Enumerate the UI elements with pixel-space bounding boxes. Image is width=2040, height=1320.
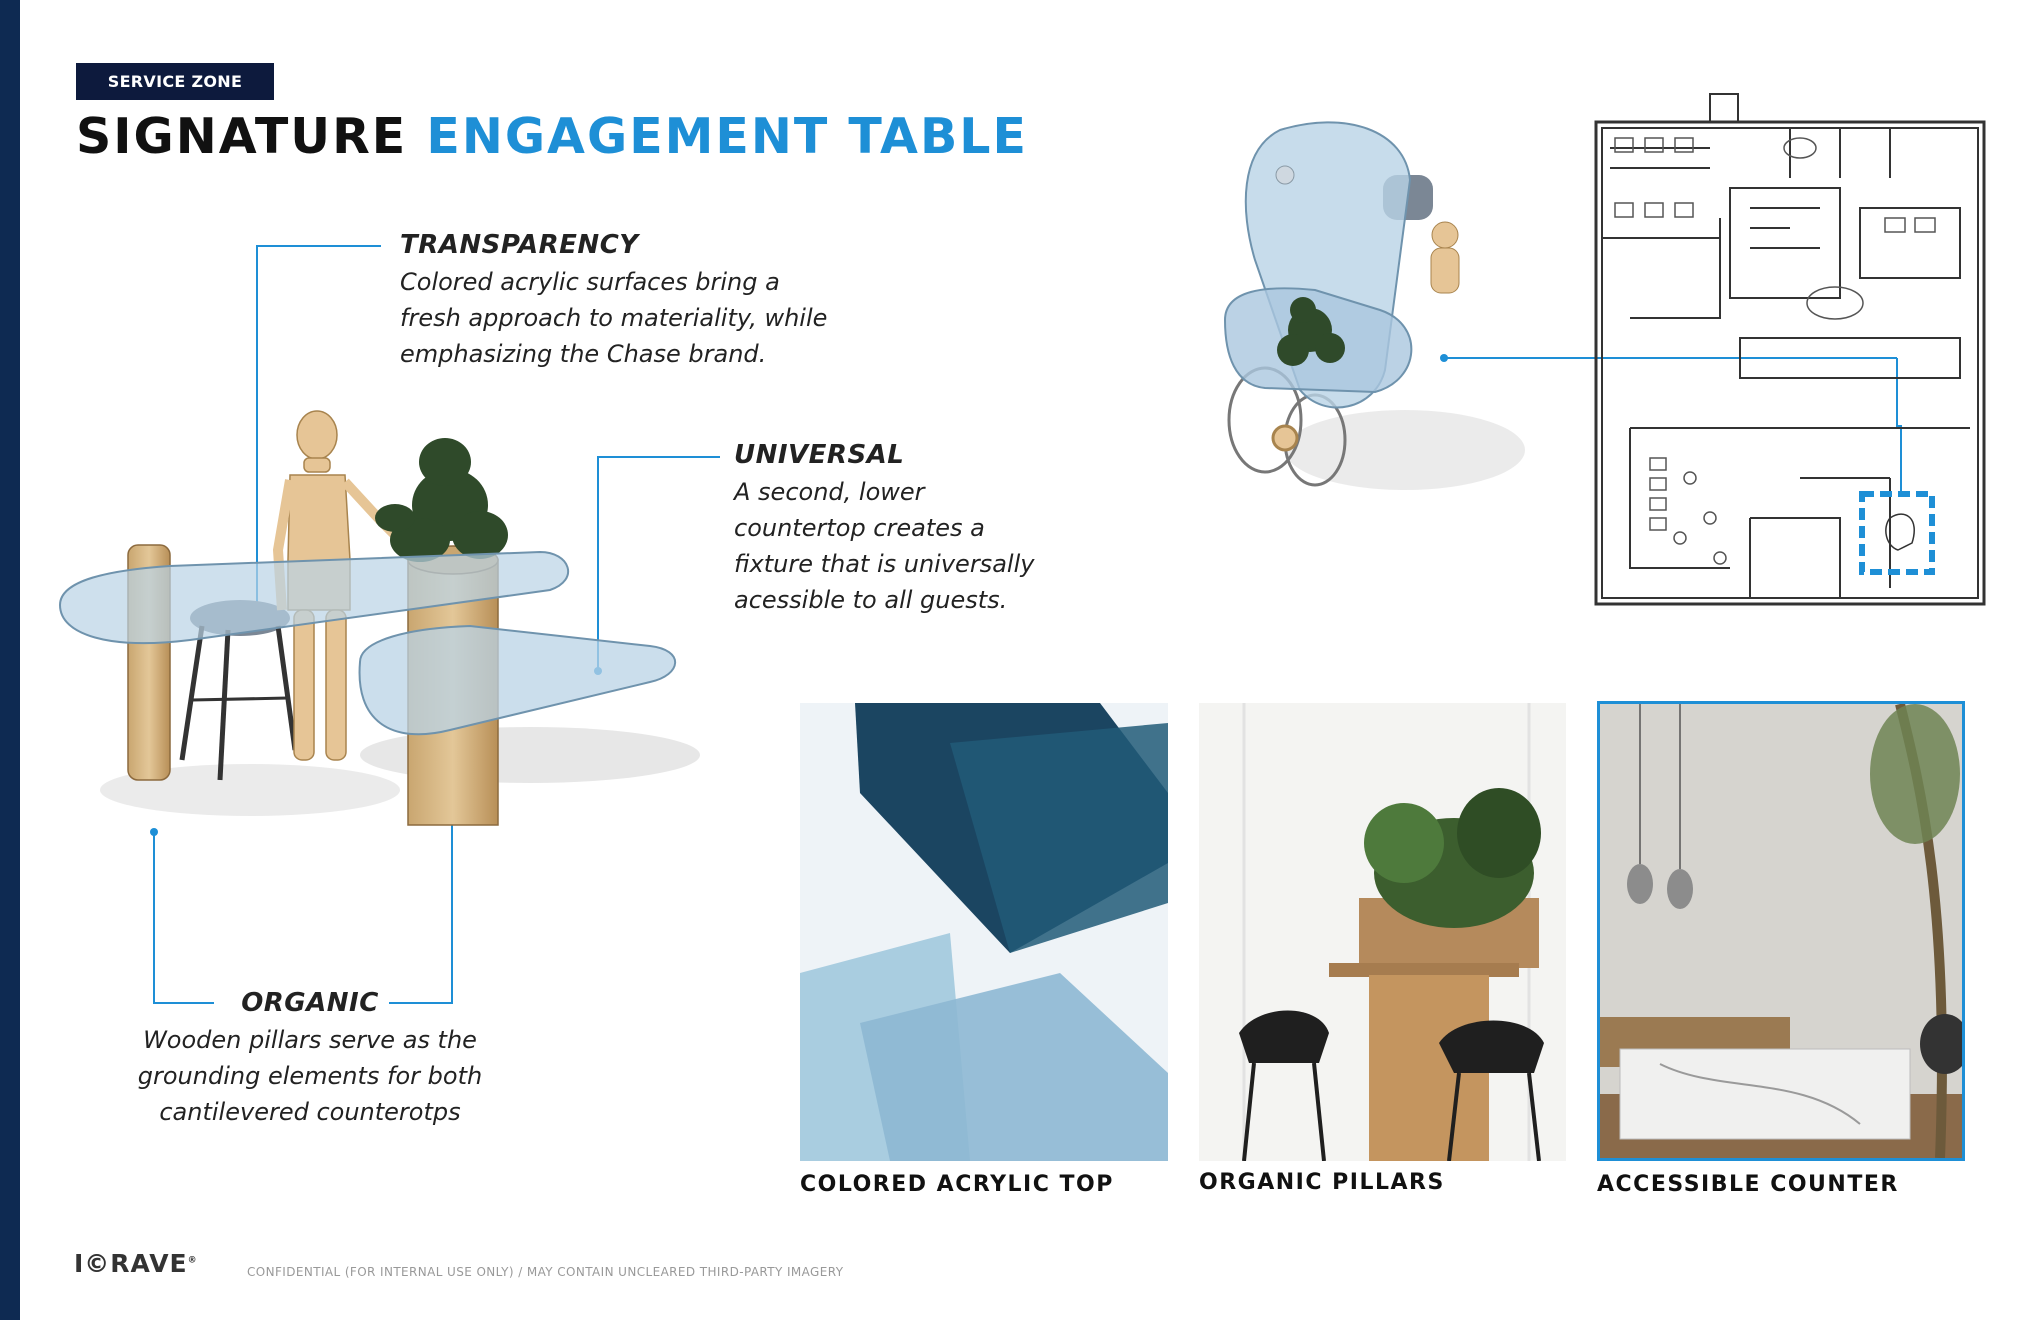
icrave-logo-text: I©RAVE bbox=[74, 1249, 188, 1278]
table-rendering bbox=[50, 400, 700, 860]
page-title bbox=[76, 108, 1028, 165]
table-top-view-rendering bbox=[1205, 120, 1545, 540]
top-view-mannequin bbox=[1431, 222, 1459, 293]
callout-transparency-line-3: emphasizing the Chase brand. bbox=[400, 340, 767, 368]
callout-transparency-line-2: fresh approach to materiality, while bbox=[400, 304, 828, 332]
callout-organic-line-1: Wooden pillars serve as the bbox=[143, 1026, 477, 1054]
callout-organic-line-3: cantilevered counterotps bbox=[159, 1098, 461, 1126]
callout-universal-line-3: fixture that is universally bbox=[734, 550, 1035, 578]
title-part-2: ENGAGEMENT TABLE bbox=[426, 108, 1028, 165]
callout-organic bbox=[120, 988, 500, 1130]
pendant-lamp-icon bbox=[1627, 864, 1653, 904]
pendant-lamp-icon bbox=[1667, 869, 1693, 909]
caption-organic-pillars: ORGANIC PILLARS bbox=[1199, 1170, 1445, 1195]
caption-accessible-counter: ACCESSIBLE COUNTER bbox=[1597, 1172, 1899, 1197]
callout-universal bbox=[734, 440, 1074, 618]
caption-colored-acrylic: COLORED ACRYLIC TOP bbox=[800, 1172, 1114, 1197]
lower-acrylic-top bbox=[360, 626, 676, 734]
callout-transparency bbox=[400, 230, 860, 372]
photo-organic-pillars bbox=[1199, 703, 1566, 1161]
callout-organic-line-2: grounding elements for both bbox=[137, 1062, 483, 1090]
icrave-logo-mark: ® bbox=[187, 1255, 198, 1266]
photo-accessible-counter bbox=[1597, 701, 1965, 1161]
title-part-1: SIGNATURE bbox=[76, 108, 408, 165]
icrave-logo bbox=[74, 1249, 198, 1278]
confidential-notice: CONFIDENTIAL (FOR INTERNAL USE ONLY) / MAY CONTAIN UNCLEARED THIRD-PARTY IMAGERY bbox=[247, 1265, 844, 1279]
callout-transparency-heading: TRANSPARENCY bbox=[400, 230, 639, 260]
floor-plan-highlight bbox=[1862, 494, 1932, 572]
service-zone-tag: SERVICE ZONE bbox=[76, 63, 274, 100]
callout-universal-heading: UNIVERSAL bbox=[734, 440, 905, 470]
potted-plant bbox=[375, 438, 508, 562]
callout-organic-heading: ORGANIC bbox=[241, 988, 379, 1018]
callout-universal-line-4: acessible to all guests. bbox=[734, 586, 1008, 614]
floor-plan bbox=[1590, 88, 1990, 613]
callout-transparency-line-1: Colored acrylic surfaces bring a bbox=[400, 268, 780, 296]
callout-universal-line-2: countertop creates a bbox=[734, 514, 985, 542]
callout-universal-line-1: A second, lower bbox=[734, 478, 925, 506]
left-sidebar-bar bbox=[0, 0, 20, 1320]
photo-colored-acrylic bbox=[800, 703, 1168, 1161]
